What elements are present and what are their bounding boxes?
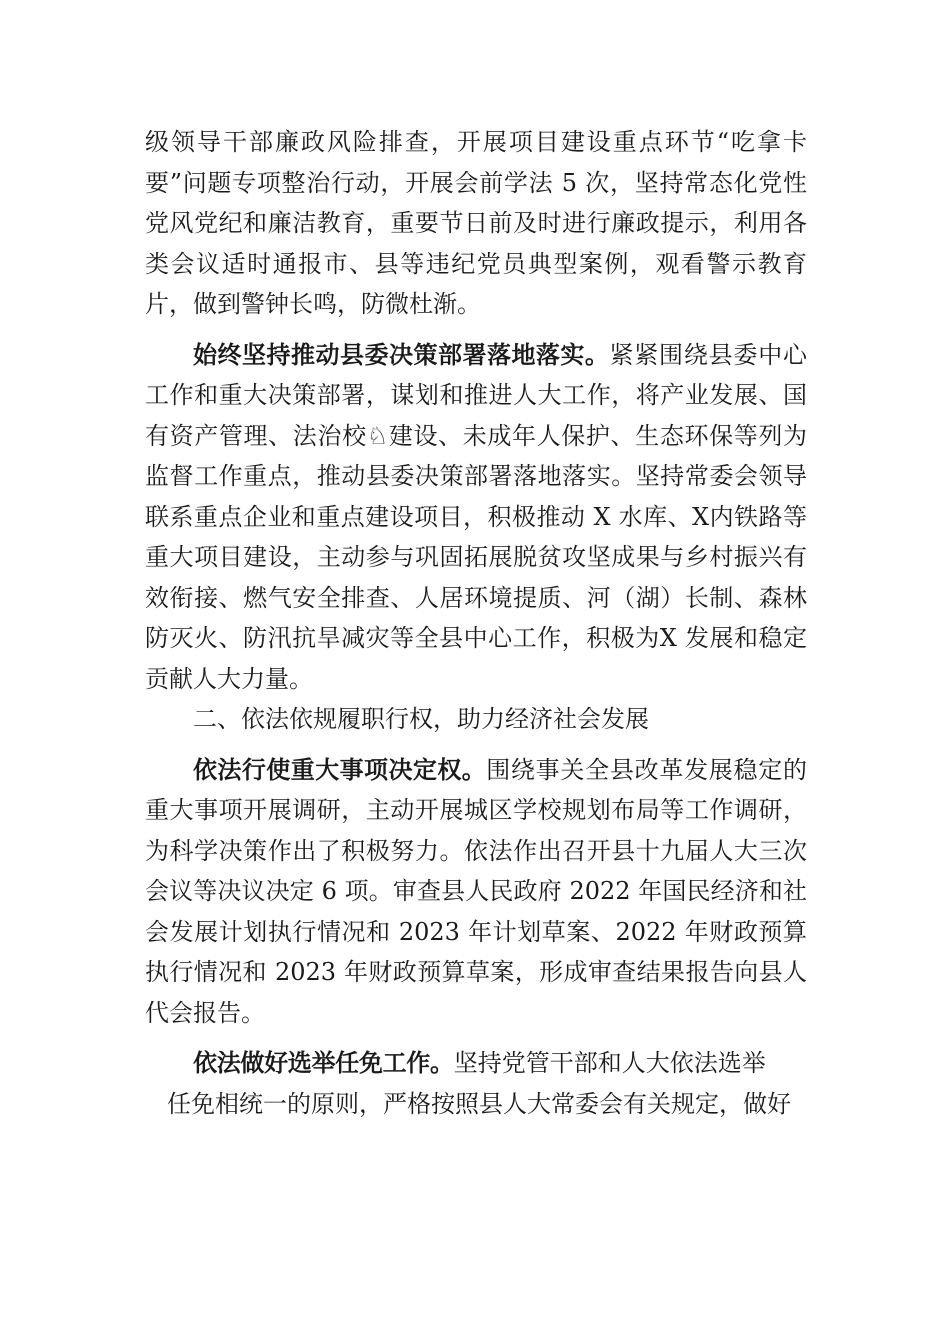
- paragraph-text: 级领导干部廉政风险排查，开展项目建设重点环节“吃拿卡要”问题专项整治行动，开展会前学法 5 次，坚持常态化党性党风党纪和廉洁教育，重要节日前及时进行廉政提示，利用各类会议适时通报市、县等违纪党员典型案例，观看警示教育片，做到警钟长鸣，防微杜渐。: [145, 128, 807, 318]
- paragraph-integrity-education: [145, 122, 807, 325]
- paragraph-decision-power: [145, 750, 807, 1034]
- paragraph-text: 坚持党管干部和人大依法选举: [453, 1049, 766, 1077]
- paragraph-text: 围绕事关全县改革发展稳定的重大事项开展调研，主动开展城区学校规划布局等工作调研，为科学决策作出了积极努力。依法作出召开县十九届人大三次会议等决议决定 6 项。审查县人民政府 2022 年国民经济和社会发展计划执行情况和 2023 年计划草案、2022 年财政预算执行情况和 2023 年财政预算草案，形成审查结果报告向县人代会报告。: [145, 755, 807, 1027]
- paragraph-lead-title: 依法行使重大事项决定权。: [193, 755, 487, 784]
- paragraph-election-appointment: [167, 1043, 807, 1124]
- paragraph-lead-title: 始终坚持推动县委决策部署落地落实。: [193, 340, 610, 369]
- section-heading: 二、依法依规履职行权，助力经济社会发展: [193, 705, 649, 733]
- document-body: [145, 122, 807, 1124]
- paragraph-text: 任免相统一的原则，严格按照县人大常委会有关规定，做好: [167, 1089, 791, 1118]
- paragraph-lead-title: 依法做好选举任免工作。: [193, 1049, 454, 1077]
- paragraph-county-decisions: [145, 335, 807, 700]
- paragraph-first-line: [145, 1043, 807, 1084]
- paragraph-text: 紧紧围绕县委中心工作和重大决策部署，谋划和推进人大工作，将产业发展、国有资产管理、法治校♘建设、未成年人保护、生态环保等列为监督工作重点，推动县委决策部署落地落实。坚持常委会领导联系重点企业和重点建设项目，积极推动 X 水库、X内铁路等重大项目建设，主动参与巩固拓展脱贫攻坚成果与乡村振兴有效衔接、燃气安全排查、人居环境提质、河（湖）长制、森林防灭火、防汛抗旱减灾等全县中心工作，积极为X 发展和稳定贡献人大力量。: [145, 340, 808, 693]
